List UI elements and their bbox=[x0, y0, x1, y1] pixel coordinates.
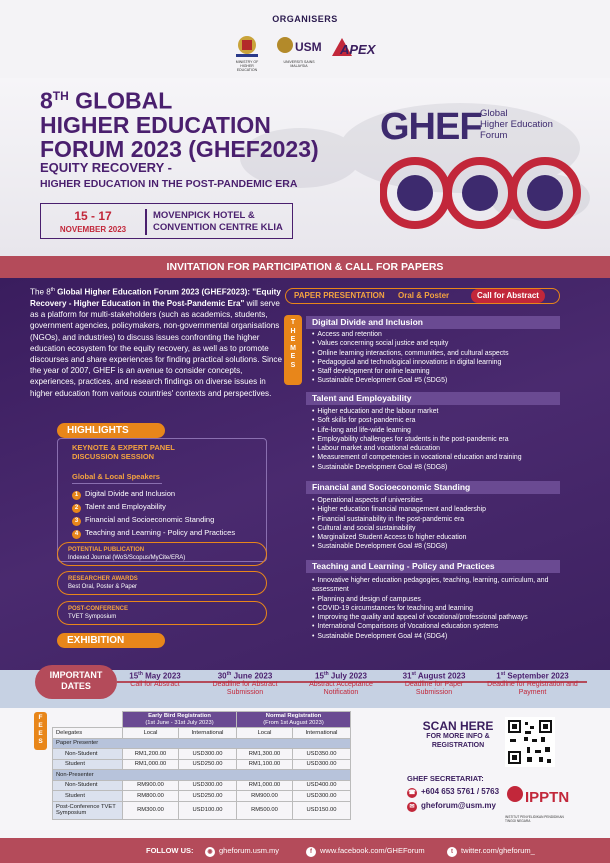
event-month: NOVEMBER 2023 bbox=[59, 225, 127, 234]
twitter-link[interactable]: t twitter.com/gheforum_ bbox=[447, 846, 535, 857]
keynote-heading: KEYNOTE & EXPERT PANEL DISCUSSION SESSION bbox=[72, 443, 175, 461]
highlight-item: 4 Teaching and Learning - Policy and Practices bbox=[72, 528, 235, 539]
theme-heading: Teaching and Learning - Policy and Practices bbox=[306, 560, 560, 573]
invitation-banner: INVITATION FOR PARTICIPATION & CALL FOR PAPERS bbox=[0, 256, 610, 278]
date-item: 31st August 2023 Deadline for Paper Submission bbox=[402, 671, 466, 697]
email-contact[interactable]: ✉ gheforum@usm.my bbox=[407, 801, 496, 812]
page-title: 8TH GLOBAL HIGHER EDUCATION FORUM 2023 (GHEF2023) bbox=[40, 87, 319, 162]
secretariat-title: GHEF SECRETARIAT: bbox=[407, 774, 484, 783]
facebook-icon: f bbox=[306, 847, 316, 857]
highlight-item: 3 Financial and Socioeconomic Standing bbox=[72, 515, 214, 526]
qr-code[interactable] bbox=[505, 717, 555, 767]
highlight-item: 2 Talent and Employability bbox=[72, 502, 166, 513]
website-link[interactable]: ◉ gheforum.usm.my bbox=[205, 846, 279, 857]
ghef-wordmark: GHEF bbox=[380, 106, 482, 148]
svg-text:USM: USM bbox=[295, 40, 322, 54]
divider bbox=[72, 483, 162, 484]
theme-title: EQUITY RECOVERY - bbox=[40, 160, 172, 175]
organisers-header bbox=[0, 0, 610, 78]
globe-rings-icon bbox=[380, 148, 590, 258]
presentation-mode: Oral & Poster bbox=[398, 291, 450, 300]
phone-contact: ☎ +604 653 5761 / 5763 bbox=[408, 787, 500, 796]
theme-heading: Financial and Socioeconomic Standing bbox=[306, 481, 560, 494]
paper-presentation-bar bbox=[285, 288, 560, 304]
email-icon: ✉ bbox=[407, 802, 417, 812]
theme-heading: Digital Divide and Inclusion bbox=[306, 316, 560, 329]
theme-list: • Operational aspects of universities • Higher education financial management and leadership • Financial sustainability in the post-pandemic era • Cultural and social sustainability • Marginalized Student Access to higher education • Sustainable Development Goal #8 (SDG8) bbox=[312, 496, 560, 552]
apex-logo bbox=[330, 34, 380, 64]
group-non-presenter: Non-Presenter bbox=[53, 770, 351, 781]
table-row: Post-Conference TVET Symposium RM300.00 USD100.00 RM500.00 USD150.00 bbox=[53, 801, 351, 819]
group-paper-presenter: Paper Presenter bbox=[53, 738, 351, 749]
intro-paragraph: The 8th Global Higher Education Forum 2023 (GHEF2023): "Equity Recovery - Higher Education in the Post-Pandemic Era" will serve as a platform for multi-stakeholders (such as academics, students, government agencies, policymakers, non-governmental organisations (NGOs), and industries) to discuss issues confronting the higher education ecosystem for the equity recovery, as well as to promote discourses and share experiences for finding practical solutions. Since the year of 2007, GHEF is an avenue to consider concepts, experiences, practices, and research findings on diverse issues in higher education from various countries' contexts and perspectives. bbox=[30, 287, 282, 398]
important-dates-label: IMPORTANT DATES bbox=[35, 665, 117, 699]
footer bbox=[0, 838, 610, 863]
table-row: Non-Student RM1,200.00 USD300.00 RM1,300.00 USD350.00 bbox=[53, 749, 351, 760]
themes-tab: T H E M E S bbox=[284, 315, 302, 385]
theme-list: • Innovative higher education pedagogies, teaching, learning, curriculum, and assessment • Planning and design of campuses • COVID-19 circumstances for teaching and learning • Improving the quality and appeal of vocational/professional pathways • International Comparisons of Vocational education systems • Sustainable Development Goal #4 (SDG4) bbox=[312, 576, 560, 641]
highlight-item: 1 Digital Divide and Inclusion bbox=[72, 489, 175, 500]
date-item: 15th July 2023 Abstract Acceptance Notification bbox=[309, 671, 373, 697]
fees-tab: F E E S bbox=[34, 712, 47, 750]
call-for-abstract-badge: Call for Abstract bbox=[471, 289, 545, 303]
fees-table: Early Bird Registration (1st June - 31st July 2023) Normal Registration (From 1st August 2023) Delegates Local International Local International Paper Presenter Non-Student RM1,200.00 USD300.00 RM1,300.00 USD350.00 Student RM1,000.00 USD250.00 RM1,100.00 USD300.00 Non-Presenter Non-Student RM900.00 USD300.00 RM1,000.00 USD400.00 Student RM800.00 USD250.00 RM900.00 USD300.00 Post-Conference TVET Symposium RM300.00 USD100.00 RM500.00 USD150.00 bbox=[52, 711, 351, 820]
publication-pill: POTENTIAL PUBLICATION Indexed Journal (WoS/Scopus/MyCite/ERA) bbox=[57, 542, 267, 566]
theme-subtitle: HIGHER EDUCATION IN THE POST-PANDEMIC ERA bbox=[40, 178, 298, 190]
early-bird-header: Early Bird Registration (1st June - 31st July 2023) bbox=[123, 712, 237, 728]
col-delegates: Delegates bbox=[53, 728, 123, 739]
ghef-fullname: Global Higher Education Forum bbox=[480, 108, 553, 141]
ipptn-logo: IPPTN INSTITUT PENYELIDIKAN PENDIDIKAN TINGGI NEGARA bbox=[505, 780, 575, 825]
theme-heading: Talent and Employability bbox=[306, 392, 560, 405]
speakers-heading: Global & Local Speakers bbox=[72, 472, 160, 481]
event-dates: 15 - 17 bbox=[74, 209, 112, 223]
highlights-badge: HIGHLIGHTS bbox=[57, 423, 165, 438]
divider bbox=[145, 209, 147, 235]
usm-logo: USM UNIVERSITI SAINS MALAYSIA bbox=[276, 34, 322, 64]
svg-text:APEX: APEX bbox=[340, 42, 376, 57]
normal-header: Normal Registration (From 1st August 2023) bbox=[237, 712, 351, 728]
scan-here-block: SCAN HERE FOR MORE INFO & REGISTRATION bbox=[422, 719, 494, 749]
organisers-title: ORGANISERS bbox=[272, 14, 338, 24]
exhibition-badge: EXHIBITION bbox=[57, 633, 165, 648]
paper-presentation-label: PAPER PRESENTATION bbox=[294, 291, 385, 300]
theme-list: • Access and retention • Values concerning social justice and equity • Online learning interactions, communities, and cultural aspects • Pedagogical and technological innovations in digital learning • Staff development for online learning • Sustainable Development Goal #5 (SDG5) bbox=[312, 330, 560, 386]
date-item: 15th May 2023 Call for Abstract bbox=[129, 671, 181, 688]
date-item: 30th June 2023 Deadline for Abstract Submission bbox=[212, 671, 278, 697]
follow-us-label: FOLLOW US: bbox=[146, 846, 194, 855]
svg-text:IPPTN: IPPTN bbox=[525, 789, 570, 806]
table-row: Student RM800.00 USD250.00 RM900.00 USD300.00 bbox=[53, 791, 351, 802]
date-item: 1st September 2023 Deadline for Registration and Payment bbox=[487, 671, 578, 697]
ministry-crest-logo: MINISTRY OF HIGHER EDUCATION bbox=[232, 34, 262, 64]
date-venue-box bbox=[40, 203, 293, 239]
event-venue: MOVENPICK HOTEL & CONVENTION CENTRE KLIA bbox=[153, 210, 283, 233]
theme-list: • Higher education and the labour market • Soft skills for post-pandemic era • Life-long and life-wide learning • Employability challenges for students in the post-pandemic era • Labour market and vocational education • Measurement of competencies in vocational education and training • Sustainable Development Goal #8 (SDG8) bbox=[312, 407, 560, 472]
table-row: Non-Student RM900.00 USD300.00 RM1,000.00 USD400.00 bbox=[53, 780, 351, 791]
ghef-logo bbox=[380, 100, 590, 250]
facebook-link[interactable]: f www.facebook.com/GHEForum bbox=[306, 846, 425, 857]
post-conference-pill: POST-CONFERENCE TVET Symposium bbox=[57, 601, 267, 625]
awards-pill: RESEARCHER AWARDS Best Oral, Poster & Paper bbox=[57, 571, 267, 595]
table-row: Student RM1,000.00 USD250.00 RM1,100.00 USD300.00 bbox=[53, 759, 351, 770]
globe-icon: ◉ bbox=[205, 847, 215, 857]
phone-icon: ☎ bbox=[408, 790, 416, 796]
twitter-icon: t bbox=[447, 847, 457, 857]
